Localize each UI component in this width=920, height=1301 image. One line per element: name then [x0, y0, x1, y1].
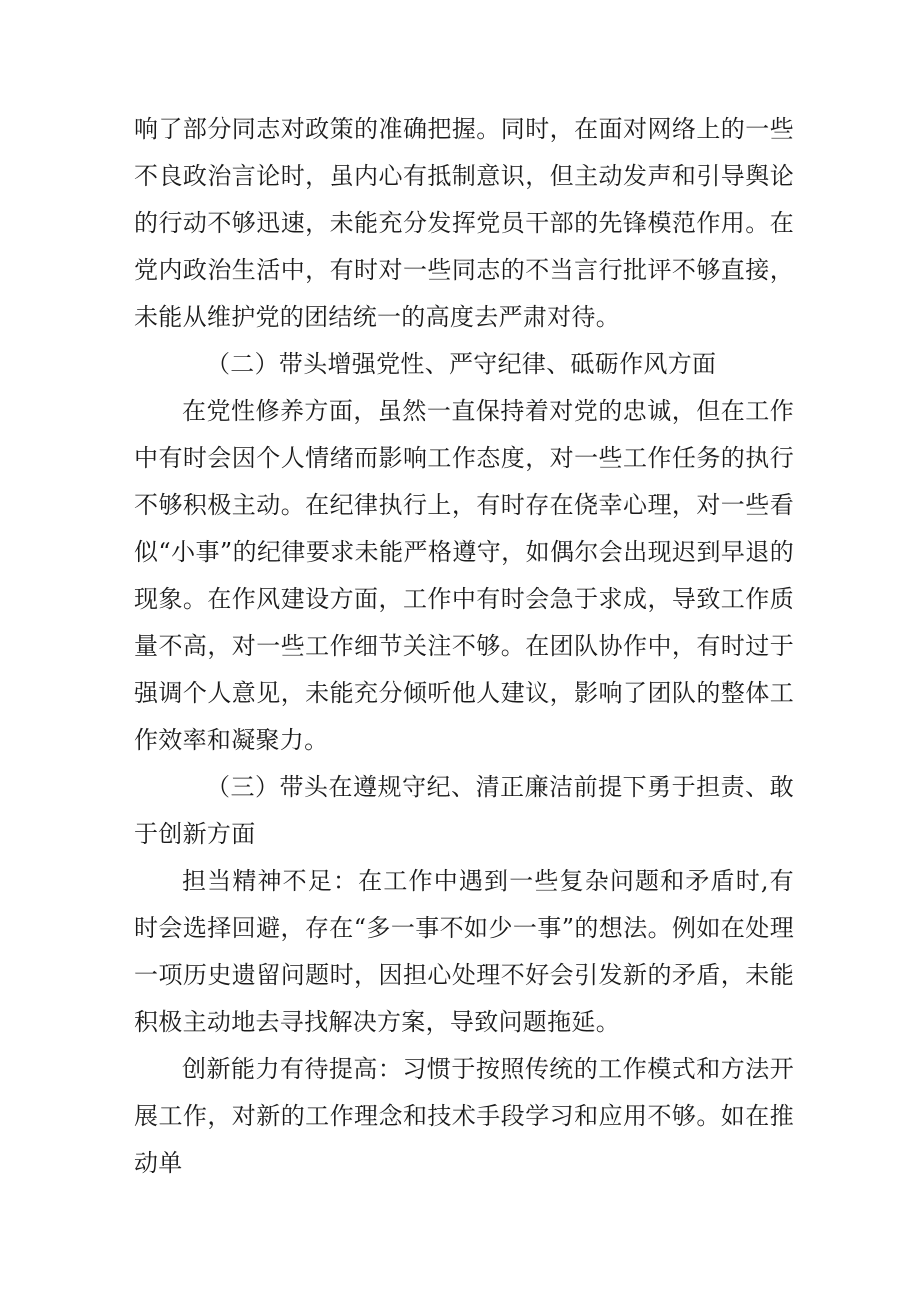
section-heading-3: （三）带头在遵规守纪、清正廉洁前提下勇于担责、敢于创新方面: [134, 773, 794, 848]
section-heading-2: （二）带头增强党性、严守纪律、砥砺作风方面: [206, 350, 717, 378]
paragraph-innovation: 创新能力有待提高：习惯于按照传统的工作模式和方法开展工作，对新的工作理念和技术手段学习和应用不够。如在推动单: [134, 1055, 794, 1177]
paragraph-party-discipline: 在党性修养方面，虽然一直保持着对党的忠诚，但在工作中有时会因个人情绪而影响工作态度，对一些工作任务的执行不够积极主动。在纪律执行上，有时存在侥幸心理，对一些看似“小事”的纪律要求未能严格遵守，如偶尔会出现迟到早退的现象。在作风建设方面，工作中有时会急于求成，导致工作质量不高，对一些工作细节关注不够。在团队协作中，有时过于强调个人意见，未能充分倾听他人建议，影响了团队的整体工作效率和凝聚力。: [134, 397, 794, 754]
paragraph-continuation: 响了部分同志对政策的准确把握。同时，在面对网络上的一些不良政治言论时，虽内心有抵制意识，但主动发声和引导舆论的行动不够迅速，未能充分发挥党员干部的先锋模范作用。在党内政治生活中，有时对一些同志的不当言行批评不够直接，未能从维护党的团结统一的高度去严肃对待。: [134, 115, 794, 331]
paragraph-responsibility: 担当精神不足：在工作中遇到一些复杂问题和矛盾时,有时会选择回避，存在“多一事不如少一事”的想法。例如在处理一项历史遗留问题时，因担心处理不好会引发新的矛盾，未能积极主动地去寻找解决方案，导致问题拖延。: [134, 867, 794, 1036]
document-body: [134, 106, 794, 1187]
